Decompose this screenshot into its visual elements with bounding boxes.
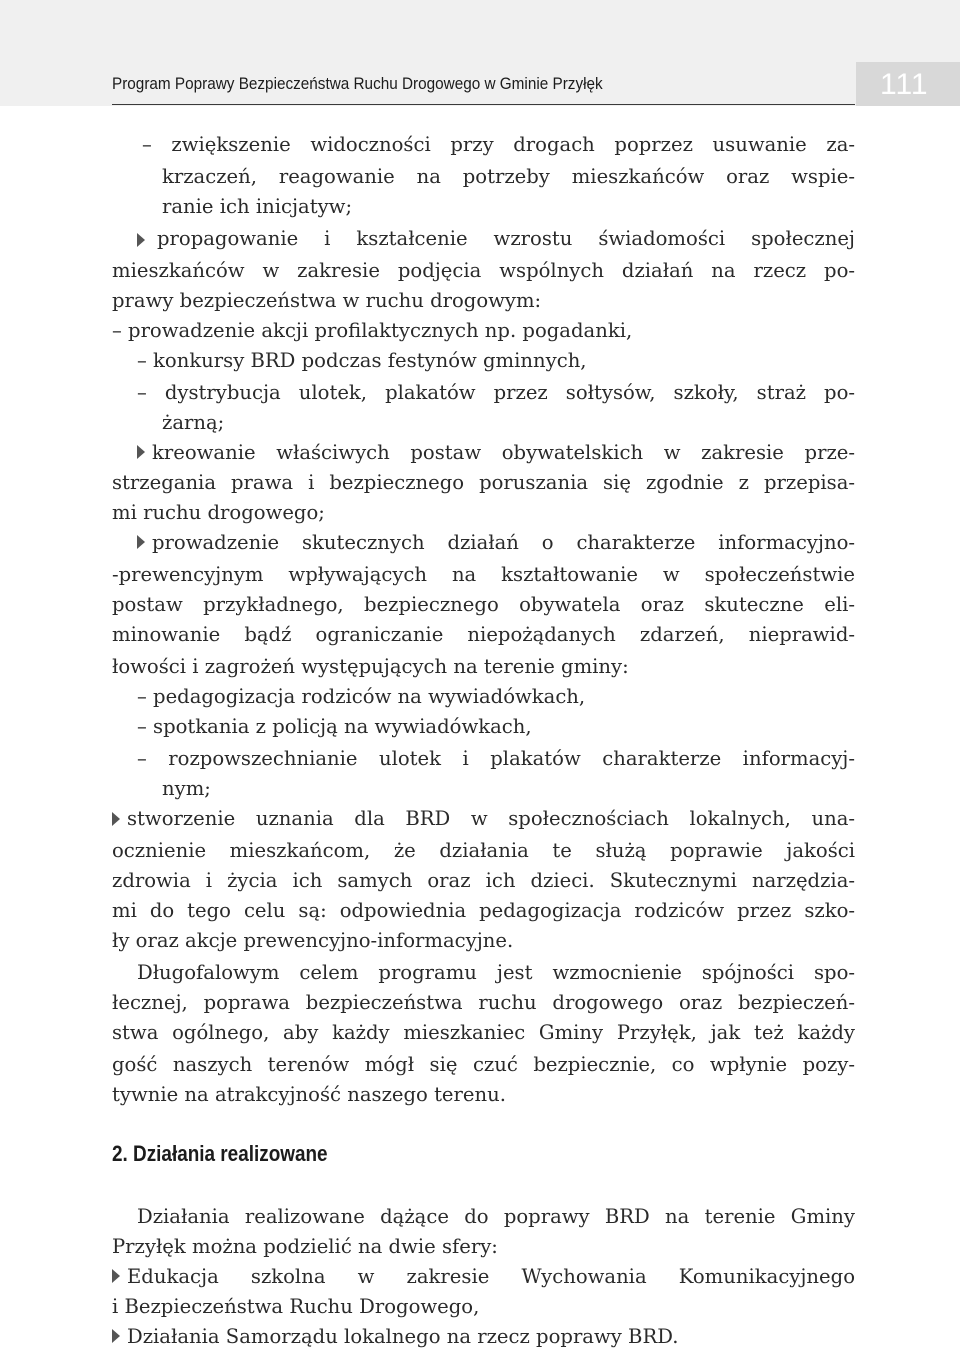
text-line: mi do tego celu są: odpowiednia pedagogizacja rodziców przez szko-	[112, 899, 855, 922]
text-line: ły oraz akcje prewencyjno-informacyjne.	[112, 929, 514, 952]
text-line: Działania Samorządu lokalnego na rzecz poprawy BRD.	[127, 1325, 679, 1348]
text-line: – prowadzenie akcji profilaktycznych np. pogadanki,	[112, 319, 633, 342]
section-heading: 2. Działania realizowane	[112, 1141, 328, 1166]
text-line: ranie ich inicjatyw;	[162, 195, 353, 218]
text-line: nym;	[162, 777, 211, 800]
text-line: – pedagogizacja rodziców na wywiadówkach,	[137, 685, 586, 708]
text-line: Edukacja szkolna w zakresie Wychowania Komunikacyjnego	[127, 1265, 855, 1288]
header-rule	[112, 104, 855, 105]
text-line: stworzenie uznania dla BRD w społecznościach lokalnych, una-	[127, 807, 855, 830]
text-line: – dystrybucja ulotek, plakatów przez sołtysów, szkoły, straż po-	[137, 381, 855, 404]
running-title: Program Poprawy Bezpieczeństwa Ruchu Drogowego w Gminie Przyłęk	[112, 74, 603, 93]
bullet-icon	[112, 1269, 120, 1283]
text-line: prowadzenie skutecznych działań o charakterze informacyjno-	[152, 531, 855, 554]
text-line: żarną;	[162, 411, 225, 434]
bullet-icon	[137, 233, 145, 247]
text-line: mieszkańców w zakresie podjęcia wspólnych działań na rzecz po-	[112, 259, 855, 282]
text-line: krzaczeń, reagowanie na potrzeby mieszkańców oraz wspie-	[162, 165, 855, 188]
text-line: gość naszych terenów mógł się czuć bezpiecznie, co wpłynie pozy-	[112, 1053, 855, 1076]
text-line: – rozpowszechnianie ulotek i plakatów charakterze informacyj-	[137, 747, 855, 770]
text-line: minowanie bądź ograniczanie niepożądanych zdarzeń, nieprawid-	[112, 623, 855, 646]
text-line: i Bezpieczeństwa Ruchu Drogowego,	[112, 1295, 480, 1318]
text-line: Działania realizowane dążące do poprawy BRD na terenie Gminy	[137, 1205, 855, 1228]
text-line: Przyłęk można podzielić na dwie sfery:	[112, 1235, 498, 1258]
text-line: – konkursy BRD podczas festynów gminnych,	[137, 349, 587, 372]
bullet-icon	[112, 812, 120, 826]
text-line: zdrowia i życia ich samych oraz ich dzieci. Skutecznymi narzędzia-	[112, 869, 855, 892]
text-line: – zwiększenie widoczności przy drogach poprzez usuwanie za-	[142, 133, 855, 156]
text-line: postaw przykładnego, bezpiecznego obywatela oraz skuteczne eli-	[112, 593, 855, 616]
text-line: prawy bezpieczeństwa w ruchu drogowym:	[112, 289, 542, 312]
bullet-icon	[137, 535, 145, 549]
text-line: kreowanie właściwych postaw obywatelskich w zakresie prze-	[152, 441, 855, 464]
text-line: mi ruchu drogowego;	[112, 501, 325, 524]
text-line: łowości i zagrożeń występujących na terenie gminy:	[112, 655, 629, 678]
text-line: – spotkania z policją na wywiadówkach,	[137, 715, 532, 738]
text-line: Długofalowym celem programu jest wzmocnienie spójności spo-	[137, 961, 855, 984]
text-line: tywnie na atrakcyjność naszego terenu.	[112, 1083, 506, 1106]
text-line: strzegania prawa i bezpiecznego poruszania się zgodnie z przepisa-	[112, 471, 855, 494]
text-line: stwa ogólnego, aby każdy mieszkaniec Gminy Przyłęk, jak też każdy	[112, 1021, 855, 1044]
text-line: łecznej, poprawa bezpieczeństwa ruchu drogowego oraz bezpieczeń-	[112, 991, 855, 1014]
text-line: -prewencyjnym wpływających na kształtowanie w społeczeństwie	[112, 563, 855, 586]
bullet-icon	[137, 445, 145, 459]
text-line: propagowanie i kształcenie wzrostu świadomości społecznej	[157, 227, 855, 250]
text-line: ocznienie mieszkańcom, że działania te służą poprawie jakości	[112, 839, 855, 862]
page-number: 111	[880, 68, 929, 101]
bullet-icon	[112, 1329, 120, 1343]
